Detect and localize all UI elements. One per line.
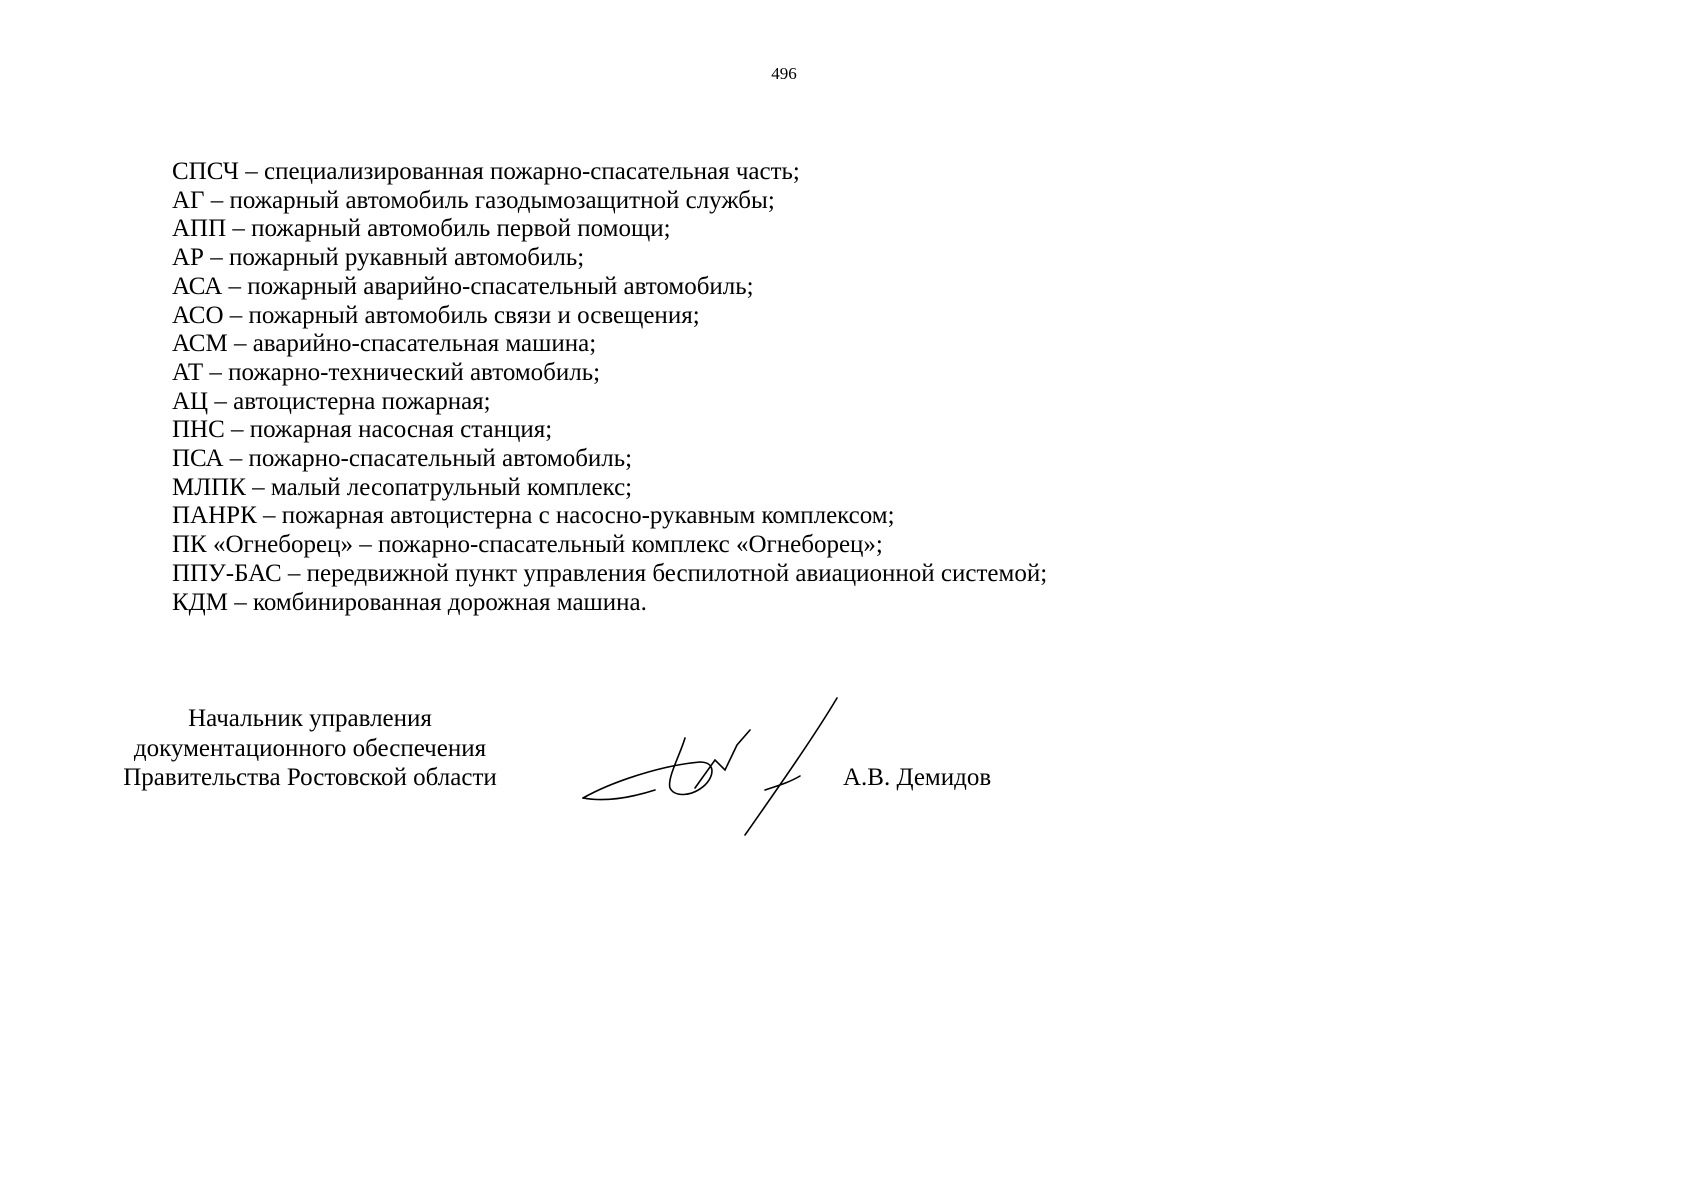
list-item: КДМ – комбинированная дорожная машина.: [172, 588, 647, 616]
position-line: документационного обеспечения: [133, 734, 487, 762]
list-item: АТ – пожарно-технический автомобиль;: [172, 358, 601, 386]
signer-position: [100, 704, 520, 793]
list-item: АСО – пожарный автомобиль связи и освещения;: [172, 301, 700, 329]
handwritten-signature-icon: [575, 690, 855, 845]
list-item: АЦ – автоцистерна пожарная;: [172, 387, 491, 415]
position-line: Правительства Ростовской области: [123, 764, 497, 791]
list-item: ПК «Огнеборец» – пожарно-спасательный комплекс «Огнеборец»;: [172, 531, 883, 559]
page-number: 496: [771, 64, 797, 83]
signer-name: А.В. Демидов: [843, 764, 992, 791]
list-item: АР – пожарный рукавный автомобиль;: [172, 244, 585, 272]
list-item: ПАНРК – пожарная автоцистерна с насосно-рукавным комплексом;: [172, 502, 895, 530]
list-item: АПП – пожарный автомобиль первой помощи;: [172, 215, 671, 243]
list-item: ПСА – пожарно-спасательный автомобиль;: [172, 445, 633, 473]
list-item: АГ – пожарный автомобиль газодымозащитной службы;: [172, 186, 775, 214]
list-item: ППУ-БАС – передвижной пункт управления беспилотной авиационной системой;: [172, 559, 1048, 587]
list-item: МЛПК – малый лесопатрульный комплекс;: [172, 473, 633, 501]
abbreviation-list: [172, 158, 1047, 617]
position-line: Начальник управления: [188, 705, 432, 732]
list-item: ПНС – пожарная насосная станция;: [172, 416, 553, 444]
list-item: АСА – пожарный аварийно-спасательный автомобиль;: [172, 272, 754, 300]
list-item: АСМ – аварийно-спасательная машина;: [172, 330, 597, 358]
list-item: СПСЧ – специализированная пожарно-спасательная часть;: [172, 158, 800, 185]
